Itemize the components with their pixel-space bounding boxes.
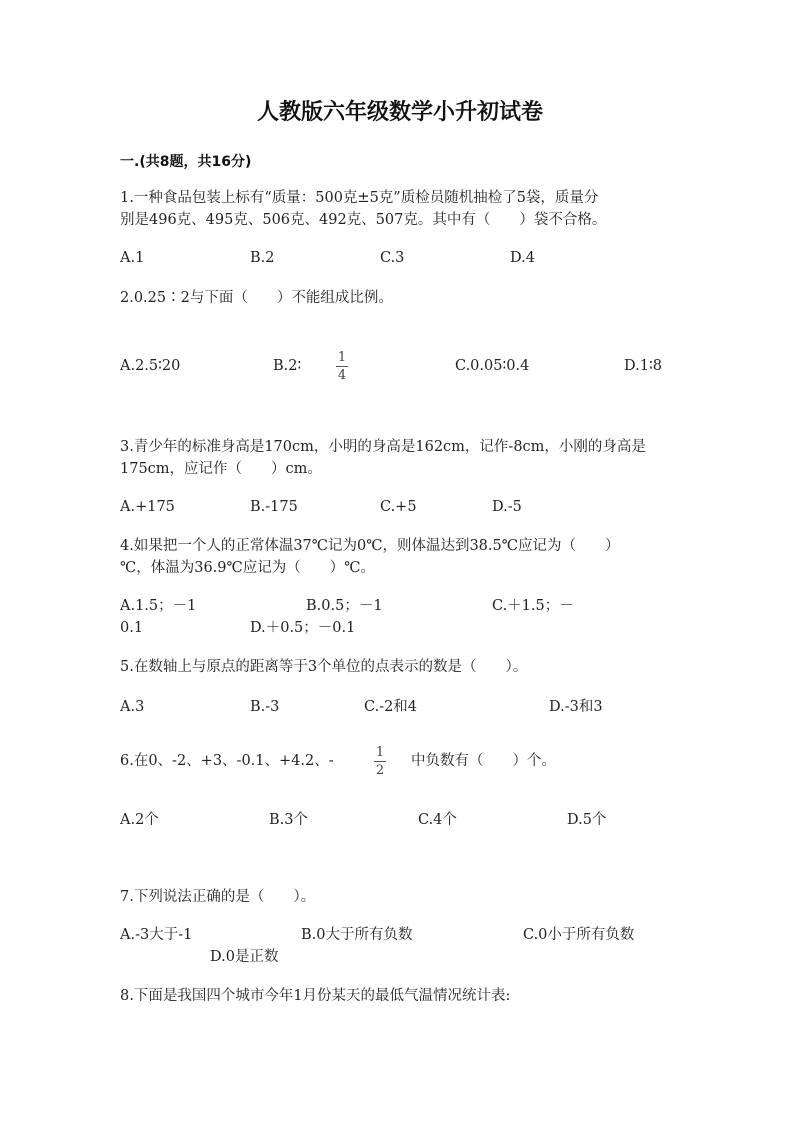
fraction-denominator: 2 [375, 763, 385, 778]
q6-fraction [374, 745, 386, 778]
q6-text-before: 6.在0、-2、+3、-0.1、+4.2、- [120, 753, 334, 769]
q3-option-b: B.-175 [250, 499, 298, 515]
q8-text: 8.下面是我国四个城市今年1月份某天的最低气温情况统计表: [120, 988, 511, 1004]
q5-text: 5.在数轴上与原点的距离等于3个单位的点表示的数是（ ）。 [120, 659, 528, 675]
q1-option-a: A.1 [120, 250, 145, 266]
q1-text-line2: 别是496克、495克、506克、492克、507克。其中有（ ）袋不合格。 [120, 212, 607, 228]
q7-option-b: B.0大于所有负数 [301, 927, 413, 943]
q5-option-d: D.-3和3 [549, 699, 603, 715]
q2-option-a: A.2.5∶20 [120, 358, 181, 374]
q2-text: 2.0.25∶2与下面（ ）不能组成比例。 [120, 290, 393, 306]
q1-text-line1: 1.一种食品包装上标有“质量：500克±5克”质检员随机抽检了5袋，质量分 [120, 190, 599, 206]
q4-option-b: B.0.5；－1 [306, 598, 383, 614]
section-heading: 一.(共8题，共16分) [120, 154, 252, 170]
q5-option-a: A.3 [120, 699, 145, 715]
q7-option-c: C.0小于所有负数 [523, 927, 635, 943]
q6-option-a: A.2个 [120, 812, 159, 828]
q4-option-d: D.＋0.5；－0.1 [250, 620, 356, 636]
q1-option-c: C.3 [380, 250, 405, 266]
fraction-numerator: 1 [337, 350, 347, 365]
q2-option-d: D.1∶8 [624, 358, 662, 374]
q1-option-d: D.4 [510, 250, 535, 266]
q7-option-a: A.-3大于-1 [120, 927, 193, 943]
q6-option-b: B.3个 [269, 812, 308, 828]
q6-option-d: D.5个 [567, 812, 607, 828]
q4-option-c: C.＋1.5；－ [492, 598, 574, 614]
q1-option-b: B.2 [250, 250, 275, 266]
q3-text-line2: 175cm，应记作（ ）cm。 [120, 461, 322, 477]
q6-text-after: 中负数有（ ）个。 [411, 753, 556, 769]
q3-text-line1: 3.青少年的标准身高是170cm，小明的身高是162cm，记作-8cm，小刚的身高是 [120, 439, 646, 455]
q7-text: 7.下列说法正确的是（ ）。 [120, 889, 316, 905]
q2-option-b-fraction [336, 350, 348, 383]
q4-option-c-continued: 0.1 [120, 620, 144, 636]
q2-option-c: C.0.05∶0.4 [455, 358, 530, 374]
q4-text-line2: ℃，体温为36.9℃应记为（ ）℃。 [120, 560, 375, 576]
q5-option-b: B.-3 [250, 699, 280, 715]
fraction-bar [336, 366, 348, 367]
fraction-denominator: 4 [337, 368, 347, 383]
q7-option-d: D.0是正数 [210, 949, 279, 965]
fraction-numerator: 1 [375, 745, 385, 760]
q5-option-c: C.-2和4 [364, 699, 418, 715]
q3-option-d: D.-5 [492, 499, 522, 515]
q4-text-line1: 4.如果把一个人的正常体温37℃记为0℃，则体温达到38.5℃应记为（ ） [120, 538, 620, 554]
q6-option-c: C.4个 [418, 812, 457, 828]
q4-option-a: A.1.5；－1 [120, 598, 197, 614]
page-title: 人教版六年级数学小升初试卷 [256, 100, 543, 125]
q2-option-b: B.2∶ [273, 358, 302, 374]
fraction-bar [374, 761, 386, 762]
q3-option-a: A.+175 [120, 499, 175, 515]
q3-option-c: C.+5 [380, 499, 417, 515]
